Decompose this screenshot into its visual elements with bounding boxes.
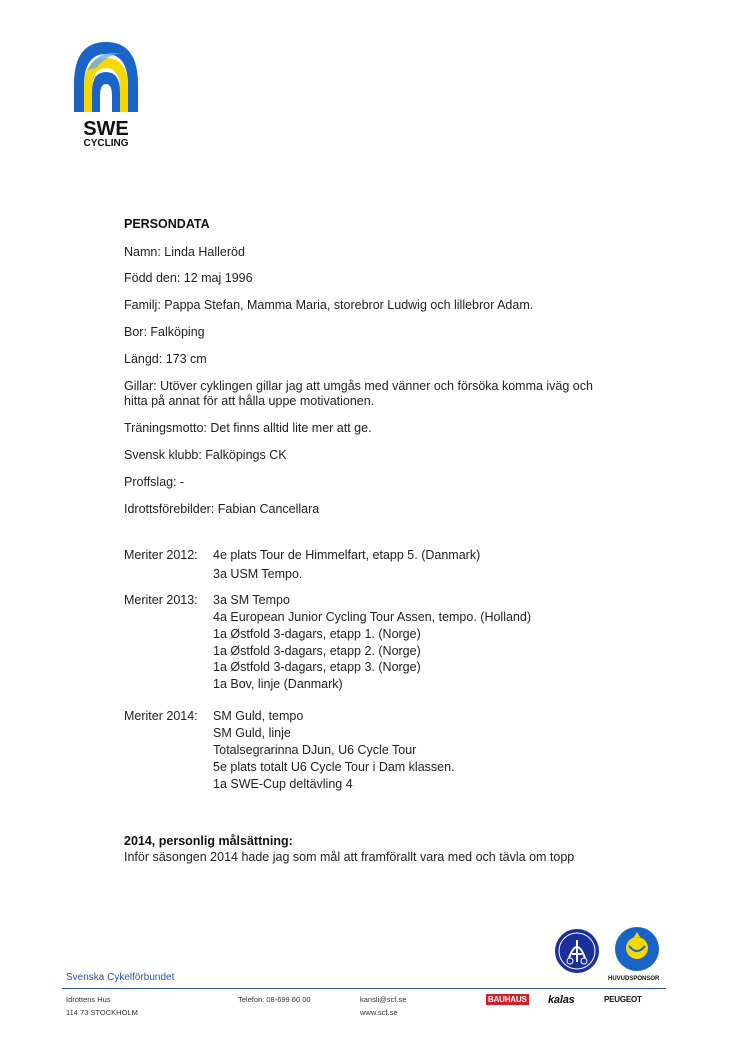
family-line: Familj: Pappa Stefan, Mamma Maria, storebror Ludwig och lillebror Adam. — [124, 298, 534, 312]
footer-address-2: 114 73 STOCKHOLM — [66, 1008, 138, 1017]
merit-item: 3a SM Tempo — [213, 593, 290, 607]
merit-item: 4e plats Tour de Himmelfart, etapp 5. (Danmark) — [213, 548, 481, 562]
born-line: Född den: 12 maj 1996 — [124, 271, 253, 285]
name-line: Namn: Linda Halleröd — [124, 245, 245, 259]
pro-team-line: Proffslag: - — [124, 475, 185, 489]
merits-2013-label: Meriter 2013: — [124, 593, 198, 607]
likes-line-1: Gillar: Utöver cyklingen gillar jag att umgås med vänner och försöka komma iväg och — [124, 379, 593, 393]
swe-cycling-logo — [70, 40, 142, 148]
likes-line-2: hitta på annat för att hålla uppe motivationen. — [124, 394, 375, 408]
height-line: Längd: 173 cm — [124, 352, 207, 366]
footer-phone: Telefon: 08-699 60 00 — [238, 995, 311, 1004]
goal-text: Inför säsongen 2014 hade jag som mål att framförallt vara med och tävla om topp — [124, 850, 575, 864]
sponsor-kalas: kalas — [548, 994, 575, 1006]
footer-divider — [62, 988, 666, 989]
role-model-line: Idrottsförebilder: Fabian Cancellara — [124, 502, 320, 516]
merit-item: 1a Østfold 3-dagars, etapp 3. (Norge) — [213, 660, 421, 674]
logo-text-cycling: CYCLING — [83, 138, 129, 148]
merit-item: SM Guld, tempo — [213, 709, 304, 723]
merit-item: SM Guld, linje — [213, 726, 291, 740]
footer-web[interactable]: www.scf.se — [360, 1008, 398, 1017]
merit-item: 4a European Junior Cycling Tour Assen, tempo. (Holland) — [213, 610, 531, 624]
merits-2012-label: Meriter 2012: — [124, 548, 198, 562]
merit-item: 3a USM Tempo. — [213, 567, 303, 581]
lives-line: Bor: Falköping — [124, 325, 205, 339]
merit-item: Totalsegrarinna DJun, U6 Cycle Tour — [213, 743, 417, 757]
footer-address-1: Idrottens Hus — [66, 995, 111, 1004]
merits-2014-label: Meriter 2014: — [124, 709, 198, 723]
merit-item: 1a Østfold 3-dagars, etapp 1. (Norge) — [213, 627, 421, 641]
footer-email[interactable]: kansli@scf.se — [360, 995, 407, 1004]
club-line: Svensk klubb: Falköpings CK — [124, 448, 287, 462]
sponsor-peugeot: PEUGEOT — [604, 995, 642, 1004]
persondata-heading: PERSONDATA — [124, 217, 210, 231]
sponsor-label: HUVUDSPONSOR — [608, 976, 660, 982]
federation-emblem-icon — [554, 928, 600, 974]
merit-item: 5e plats totalt U6 Cycle Tour i Dam klassen. — [213, 760, 455, 774]
logo-text-swe: SWE — [83, 118, 129, 140]
goal-heading: 2014, personlig målsättning: — [124, 834, 293, 848]
merit-item: 1a SWE-Cup deltävling 4 — [213, 777, 353, 791]
sponsor-bauhaus: BAUHAUS — [488, 995, 527, 1004]
motto-line: Träningsmotto: Det finns alltid lite mer att ge. — [124, 421, 372, 435]
merit-item: 1a Østfold 3-dagars, etapp 2. (Norge) — [213, 644, 421, 658]
posten-emblem-icon — [614, 926, 660, 972]
footer-org-name: Svenska Cykelförbundet — [66, 972, 175, 983]
merit-item: 1a Bov, linje (Danmark) — [213, 677, 343, 691]
